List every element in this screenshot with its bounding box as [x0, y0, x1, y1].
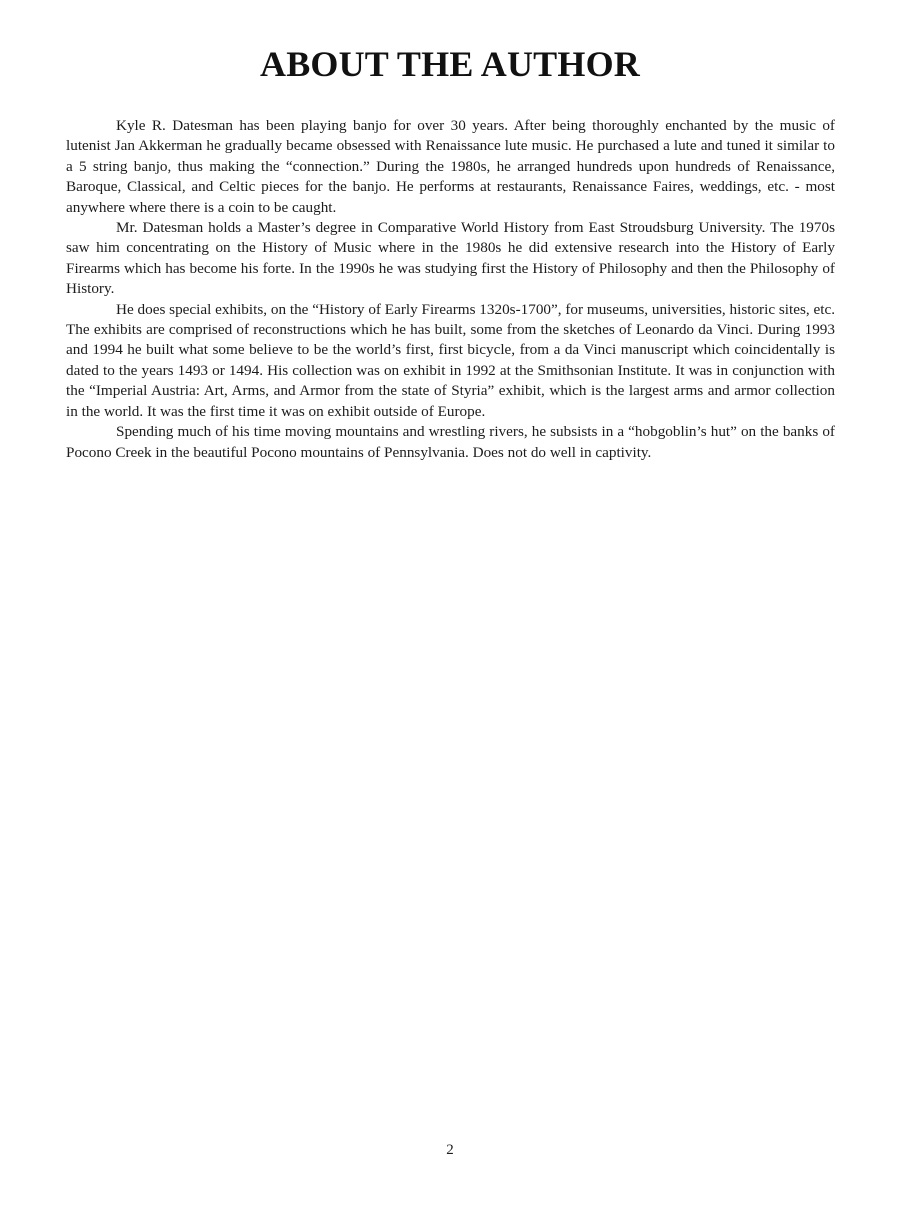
- bio-paragraph-2: Mr. Datesman holds a Master’s degree in Comparative World History from East Stroudsburg University. The 1970s saw him concentrating on the History of Music where in the 1980s he did extensive research into the History of Early Firearms which has become his forte. In the 1990s he was studying first the History of Philosophy and then the Philosophy of History.: [66, 219, 835, 298]
- page-number: 2: [446, 1142, 454, 1158]
- bio-paragraph-1: Kyle R. Datesman has been playing banjo for over 30 years. After being thoroughly enchanted by the music of lutenist Jan Akkerman he gradually became obsessed with Renaissance lute music. He purchased a lute and tuned it similar to a 5 string banjo, thus making the “connection.” During the 1980s, he arranged hundreds upon hundreds of Renaissance, Baroque, Classical, and Celtic pieces for the banjo. He performs at restaurants, Renaissance Faires, weddings, etc. - most anywhere where there is a coin to be caught.: [66, 117, 835, 216]
- author-bio: [66, 116, 835, 463]
- bio-paragraph-4: Spending much of his time moving mountains and wrestling rivers, he subsists in a “hobgoblin’s hut” on the banks of Pocono Creek in the beautiful Pocono mountains of Pennsylvania. Does not do well in captivity.: [66, 423, 835, 461]
- page-title: ABOUT THE AUTHOR: [260, 44, 640, 84]
- bio-paragraph-3: He does special exhibits, on the “History of Early Firearms 1320s-1700”, for museums, universities, historic sites, etc. The exhibits are comprised of reconstructions which he has built, some from the sketches of Leonardo da Vinci. During 1993 and 1994 he built what some believe to be the world’s first, first bicycle, from a da Vinci manuscript which coincidentally is dated to the years 1493 or 1494. His collection was on exhibit in 1992 at the Smithsonian Institute. It was in conjunction with the “Imperial Austria: Art, Arms, and Armor from the state of Styria” exhibit, which is the largest arms and armor collection in the world. It was the first time it was on exhibit outside of Europe.: [66, 300, 835, 420]
